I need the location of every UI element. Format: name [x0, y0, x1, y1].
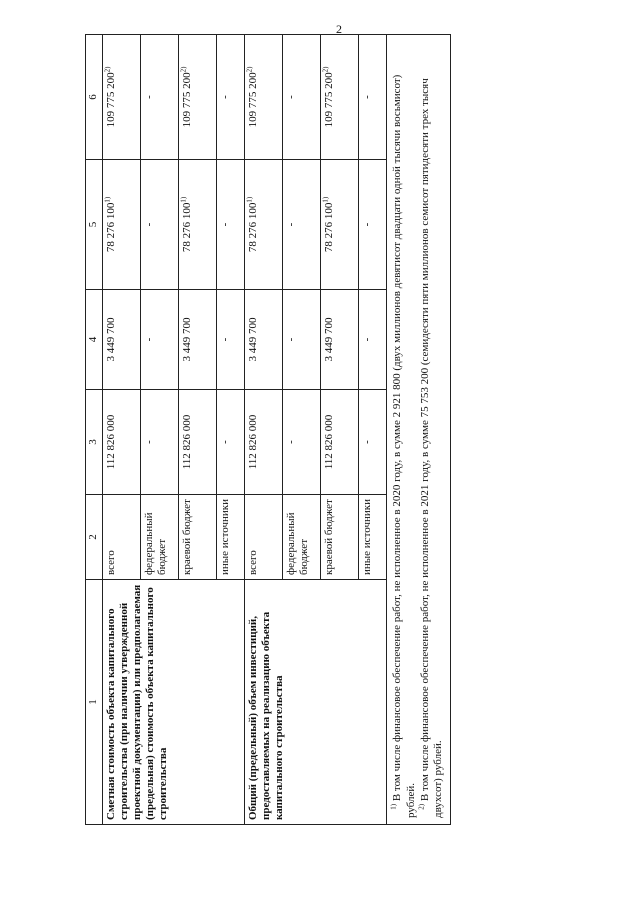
value-cell: 112 826 000 [321, 390, 359, 495]
value-text: 78 276 100 [105, 202, 117, 253]
row-label: всего [103, 495, 141, 580]
value-cell [321, 35, 359, 160]
group-title: Сметная стоимость объекта капитального строительства (при наличии утвержденной проектной документации) или предполагаемая (предельная) стоимость объекта капитального строительства [103, 580, 245, 825]
footnotes-cell [387, 35, 451, 825]
value-cell: 112 826 000 [103, 390, 141, 495]
row-label: федеральный бюджет [283, 495, 321, 580]
value-cell: 112 826 000 [179, 390, 217, 495]
value-text: - [219, 95, 231, 99]
value-cell: 3 449 700 [179, 290, 217, 390]
header-cell: 4 [86, 290, 103, 390]
value-text: 109 775 200 [105, 72, 117, 128]
row-label: краевой бюджет [321, 495, 359, 580]
footnotes-row [387, 35, 451, 825]
header-cell: 6 [86, 35, 103, 160]
value-text: - [143, 95, 155, 99]
row-label: иные источники [359, 495, 387, 580]
value-text: 109 775 200 [181, 72, 193, 128]
footnote-mark: 1) [103, 196, 112, 203]
header-cell: 2 [86, 495, 103, 580]
footnote-mark: 1) [321, 196, 330, 203]
table-row [103, 35, 141, 825]
row-label: иные источники [217, 495, 245, 580]
value-cell: - [283, 290, 321, 390]
footnote-mark: 1) [179, 196, 188, 203]
page-number: 2 [336, 22, 342, 36]
row-label: краевой бюджет [179, 495, 217, 580]
row-label: федеральный бюджет [141, 495, 179, 580]
value-cell [179, 160, 217, 290]
value-cell [283, 160, 321, 290]
value-cell [179, 35, 217, 160]
value-cell [103, 160, 141, 290]
value-cell: - [217, 290, 245, 390]
footnote-text: В том числе финансовое обеспечение работ, не исполненное в 2020 году, в сумме 2 921 800 (двух миллионов девятисот двадцати одной тысячи восьмисот) рублей. [391, 74, 417, 818]
footnote [391, 41, 419, 818]
row-label: всего [245, 495, 283, 580]
footnote-mark: 2) [103, 66, 112, 73]
footnote-mark: 2) [245, 66, 254, 73]
value-cell: - [359, 390, 387, 495]
value-cell: - [283, 390, 321, 495]
footnote [416, 41, 447, 818]
value-cell [103, 35, 141, 160]
value-cell: 112 826 000 [245, 390, 283, 495]
value-cell: - [359, 290, 387, 390]
table-row [245, 35, 283, 825]
value-cell [359, 35, 387, 160]
value-text: 109 775 200 [247, 72, 259, 128]
value-cell: - [141, 390, 179, 495]
value-cell [141, 160, 179, 290]
group-title: Общий (предельный) объем инвестиций, предоставляемых на реализацию объекта капитального строительства [245, 580, 387, 825]
value-cell: 3 449 700 [245, 290, 283, 390]
value-cell [217, 160, 245, 290]
value-text: - [285, 95, 297, 99]
value-cell: 3 449 700 [103, 290, 141, 390]
value-text: 78 276 100 [323, 202, 335, 253]
footnote-mark: 1) [245, 196, 254, 203]
value-cell [217, 35, 245, 160]
value-cell [141, 35, 179, 160]
value-cell [245, 160, 283, 290]
value-text: - [143, 222, 155, 227]
footnote-mark: 1) [389, 803, 398, 810]
header-row [86, 35, 103, 825]
value-text: - [361, 95, 373, 99]
value-cell: 3 449 700 [321, 290, 359, 390]
value-text: - [285, 222, 297, 227]
investment-table [85, 34, 451, 825]
footnote-mark: 2) [416, 803, 425, 810]
value-text: 109 775 200 [323, 72, 335, 128]
value-cell: - [141, 290, 179, 390]
header-cell: 5 [86, 160, 103, 290]
value-text: - [361, 222, 373, 227]
value-text: 78 276 100 [247, 202, 259, 253]
footnote-text: В том числе финансовое обеспечение работ, не исполненное в 2021 году, в сумме 75 753 200 (семидесяти пяти миллионов семисот пятидесяти трех тысяч двухсот) рублей. [418, 78, 445, 818]
value-cell: - [217, 390, 245, 495]
rotated-document [85, 35, 445, 825]
value-cell [245, 35, 283, 160]
header-cell: 3 [86, 390, 103, 495]
value-cell [359, 160, 387, 290]
value-cell [321, 160, 359, 290]
footnote-mark: 2) [321, 66, 330, 73]
header-cell: 1 [86, 580, 103, 825]
value-text: 78 276 100 [181, 202, 193, 253]
footnote-mark: 2) [179, 66, 188, 73]
value-cell [283, 35, 321, 160]
value-text: - [219, 222, 231, 227]
